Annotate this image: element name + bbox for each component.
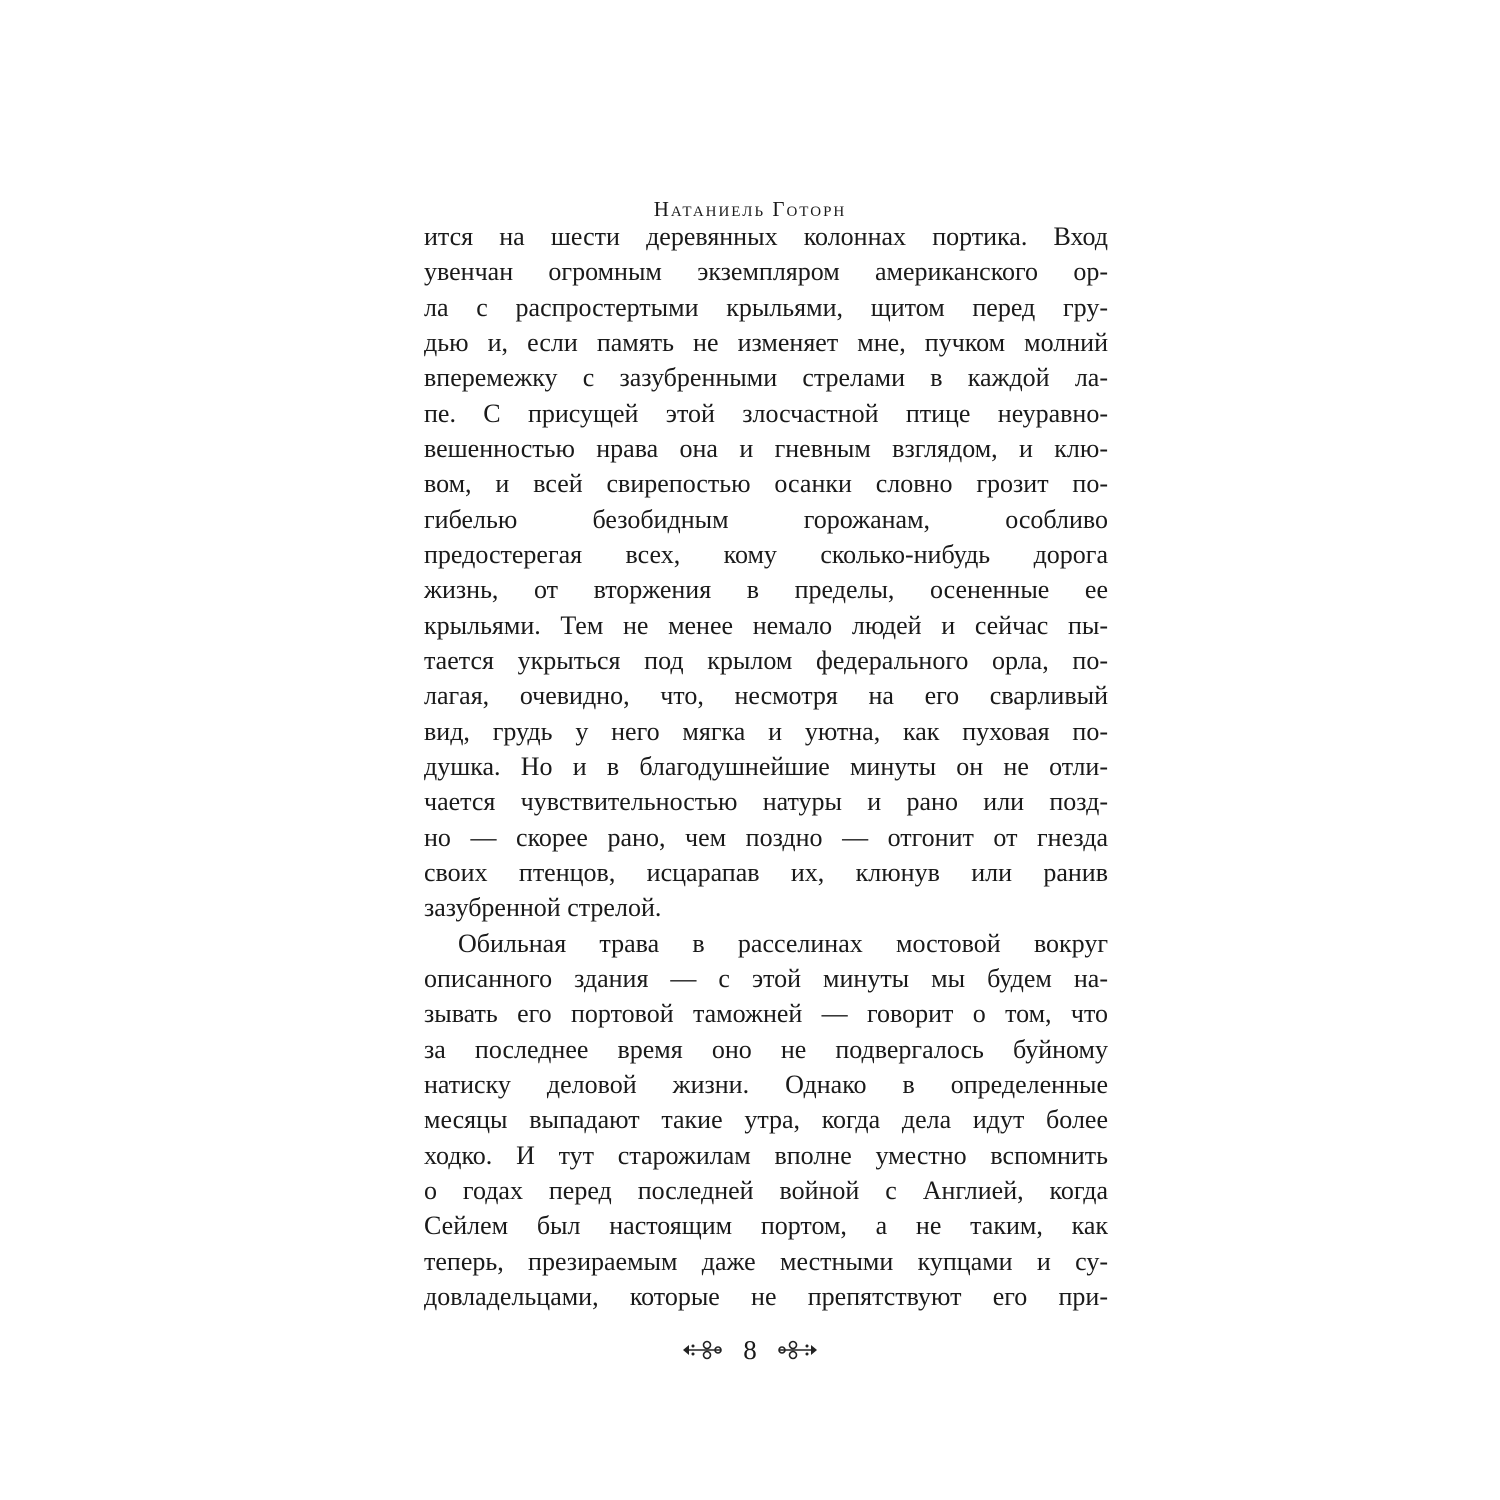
text-line: о годах перед последней войной с Англией, когда: [424, 1175, 1108, 1205]
body-text: [424, 219, 1108, 1314]
text-line: зывать его портовой таможней — говорит о том, что: [424, 999, 1108, 1029]
text-line: тается укрыться под крылом федерального орла, по-: [424, 645, 1108, 675]
text-line: вперемежку с зазубренными стрелами в каждой ла-: [424, 363, 1108, 393]
text-line: жизнь, от вторжения в пределы, осененные ее: [424, 575, 1108, 605]
text-line: но — скорее рано, чем поздно — отгонит от гнезда: [424, 822, 1108, 852]
text-line: довладельцами, которые не препятствуют его при-: [424, 1281, 1108, 1311]
text-line: увенчан огромным экземпляром американского ор-: [424, 257, 1108, 287]
text-line: чается чувствительностью натуры и рано или позд-: [424, 787, 1108, 817]
text-line: дью и, если память не изменяет мне, пучком молний: [424, 327, 1108, 357]
text-line: вид, грудь у него мягка и уютна, как пуховая по-: [424, 716, 1108, 746]
text-line: Обильная трава в расселинах мостовой вокруг: [458, 928, 1108, 958]
text-line: ходко. И тут старожилам вполне уместно вспомнить: [424, 1140, 1108, 1170]
text-line: натиску деловой жизни. Однако в определенные: [424, 1069, 1108, 1099]
text-line: вешенностью нрава она и гневным взглядом, и клю-: [424, 433, 1108, 463]
text-line: крыльями. Тем не менее немало людей и сейчас пы-: [424, 610, 1108, 640]
text-line: ится на шести деревянных колоннах портика. Вход: [424, 222, 1108, 251]
text-line: описанного здания — с этой минуты мы будем на-: [424, 963, 1108, 993]
page-footer: [0, 1334, 1500, 1366]
text-line: за последнее время оно не подвергалось буйному: [424, 1034, 1108, 1064]
left-ornament-icon: [681, 1338, 725, 1362]
running-header: Натаниель Готорн: [653, 197, 847, 221]
text-line: предостерегая всех, кому сколько-нибудь дорога: [424, 539, 1108, 569]
text-line: гибелью безобидным горожанам, особливо: [424, 504, 1108, 534]
text-line: пе. С присущей этой злосчастной птице неуравно-: [424, 398, 1108, 428]
text-line: своих птенцов, исцарапав их, клюнув или ранив: [424, 857, 1108, 887]
text-line: лагая, очевидно, что, несмотря на его сварливый: [424, 681, 1108, 711]
text-line: зазубренной стрелой.: [424, 893, 662, 923]
right-ornament-icon: [775, 1338, 819, 1362]
text-line: душка. Но и в благодушнейшие минуты он не отли-: [424, 751, 1108, 781]
page-number: 8: [743, 1335, 757, 1365]
text-line: вом, и всей свирепостью осанки словно грозит по-: [424, 469, 1108, 499]
text-line: теперь, презираемым даже местными купцами и су-: [424, 1246, 1108, 1276]
text-line: ла с распростертыми крыльями, щитом перед гру-: [424, 292, 1108, 322]
text-line: Сейлем был настоящим портом, а не таким, как: [424, 1211, 1108, 1241]
text-line: месяцы выпадают такие утра, когда дела идут более: [424, 1105, 1108, 1135]
